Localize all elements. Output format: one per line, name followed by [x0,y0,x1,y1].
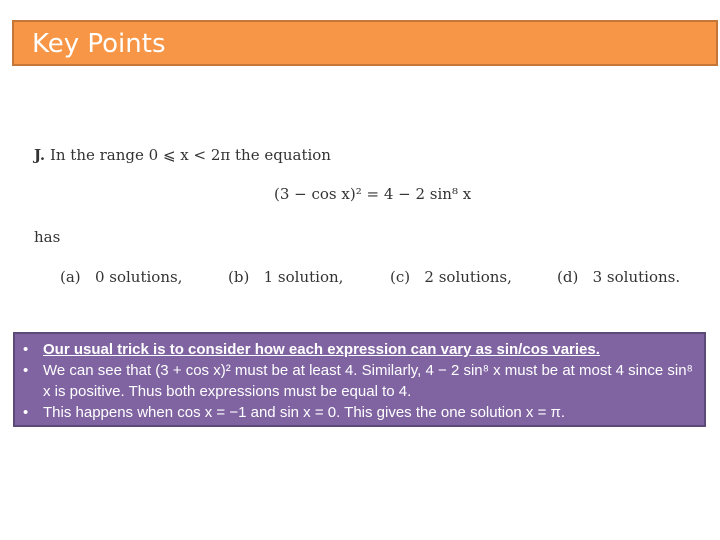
option-label: (b) [228,268,250,286]
option-text: 1 solution, [263,268,344,286]
question-intro-line [34,146,331,164]
option-label: (a) [60,268,81,286]
option-text: 0 solutions, [94,268,183,286]
question-has: has [34,228,61,246]
question-intro: In the range 0 ⩽ x < 2π the equation [49,146,331,164]
option-text: 2 solutions, [424,268,512,286]
option-text: 3 solutions. [592,268,681,286]
bullet-marker: • [23,362,29,379]
option-b [228,268,343,286]
key-points-box [13,332,706,427]
key-point-text: We can see that (3 + cos x)² must be at least 4. Similarly, 4 − 2 sin⁸ x must be at most 4 since sin⁸ x is positive. Thus both expressions must be equal to 4. [43,362,693,400]
option-d [557,268,680,286]
bullet-marker: • [23,341,29,358]
question-label: J. [34,146,46,164]
slide-title: Key Points [32,29,166,59]
option-a [60,268,182,286]
key-point-text: This happens when cos x = −1 and sin x = 0. This gives the one solution x = π. [43,404,566,421]
key-point-item [23,402,704,423]
key-point-item [23,339,704,360]
slide-title-bar [12,20,718,66]
option-label: (d) [557,268,579,286]
option-label: (c) [390,268,411,286]
key-points-list [23,339,704,423]
key-point-text: Our usual trick is to consider how each expression can vary as sin/cos varies. [43,341,600,358]
question-equation: (3 − cos x)² = 4 − 2 sin⁸ x [274,185,472,203]
option-c [390,268,512,286]
key-point-item [23,360,704,402]
bullet-marker: • [23,404,29,421]
